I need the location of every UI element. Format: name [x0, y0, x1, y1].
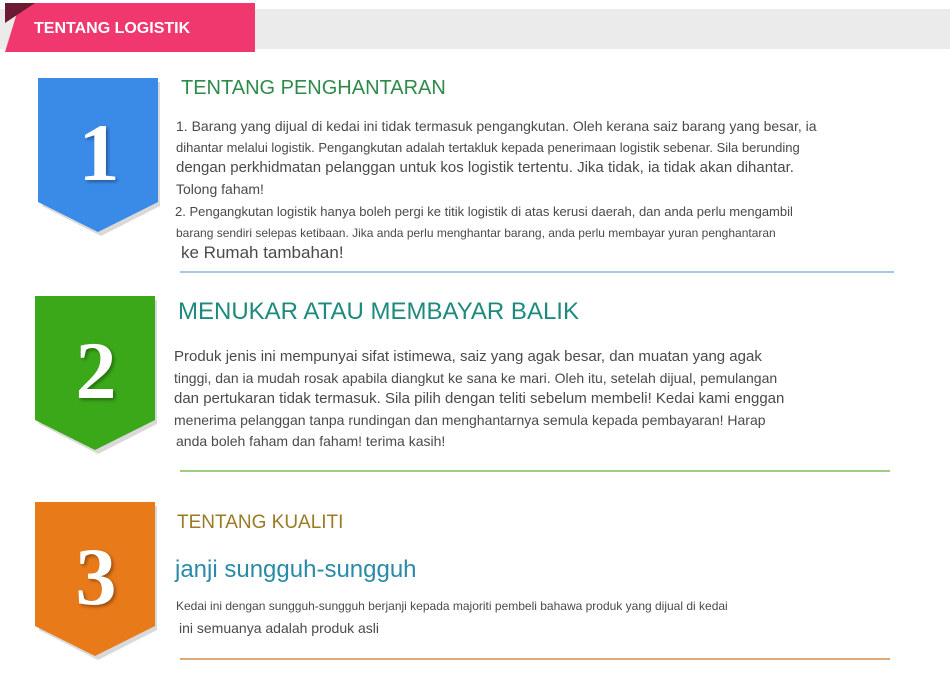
- section-2-title: MENUKAR ATAU MEMBAYAR BALIK: [178, 298, 579, 325]
- section-1-line-6: barang sendiri selepas ketibaan. Jika anda perlu menghantar barang, anda perlu membayar yuran penghantaran: [176, 226, 776, 240]
- section-3-badge: [35, 502, 157, 662]
- section-1-line-2: dihantar melalui logistik. Pengangkutan adalah tertakluk kepada penerimaan logistik sebenar. Sila berunding: [176, 140, 800, 155]
- section-1-number: 1: [78, 107, 120, 198]
- section-1-badge: [38, 78, 160, 238]
- section-3-subtitle: janji sungguh-sungguh: [175, 556, 417, 583]
- section-2-number: 2: [75, 325, 117, 416]
- section-1-divider: [180, 271, 894, 273]
- section-2-badge: [35, 296, 157, 456]
- section-3-divider: [180, 658, 890, 660]
- section-1-line-4: Tolong faham!: [176, 181, 264, 197]
- section-2-divider: [180, 470, 890, 472]
- section-1-line-5: 2. Pengangkutan logistik hanya boleh pergi ke titik logistik di atas kerusi daerah, dan anda perlu mengambil: [175, 204, 793, 219]
- section-1-title: TENTANG PENGHANTARAN: [181, 77, 446, 99]
- section-1-line-1: 1. Barang yang dijual di kedai ini tidak termasuk pengangkutan. Oleh kerana saiz barang yang besar, ia: [176, 118, 817, 134]
- section-1-line-3: dengan perkhidmatan pelanggan untuk kos logistik tertentu. Jika tidak, ia tidak akan dihantar.: [176, 159, 794, 176]
- section-2-line-5: anda boleh faham dan faham! terima kasih!: [176, 433, 446, 449]
- section-1-line-7: ke Rumah tambahan!: [181, 243, 344, 262]
- section-3-title: TENTANG KUALITI: [177, 512, 344, 533]
- section-2-line-1: Produk jenis ini mempunyai sifat istimewa, saiz yang agak besar, dan muatan yang agak: [174, 348, 762, 365]
- section-3-line-2: ini semuanya adalah produk asli: [179, 620, 380, 636]
- section-3-number: 3: [75, 531, 117, 622]
- section-2-line-2: tinggi, dan ia mudah rosak apabila diangkut ke sana ke mari. Oleh itu, setelah dijual, pemulangan: [174, 370, 778, 386]
- section-3-line-1: Kedai ini dengan sungguh-sungguh berjanji kepada majoriti pembeli bahawa produk yang dijual di kedai: [176, 599, 728, 613]
- section-2-line-3: dan pertukaran tidak termasuk. Sila pilih dengan teliti sebelum membeli! Kedai kami enggan: [174, 390, 785, 407]
- header-tab-label: TENTANG LOGISTIK: [34, 20, 191, 37]
- section-2-line-4: menerima pelanggan tanpa rundingan dan menghantarnya semula kepada pembayaran! Harap: [174, 412, 766, 428]
